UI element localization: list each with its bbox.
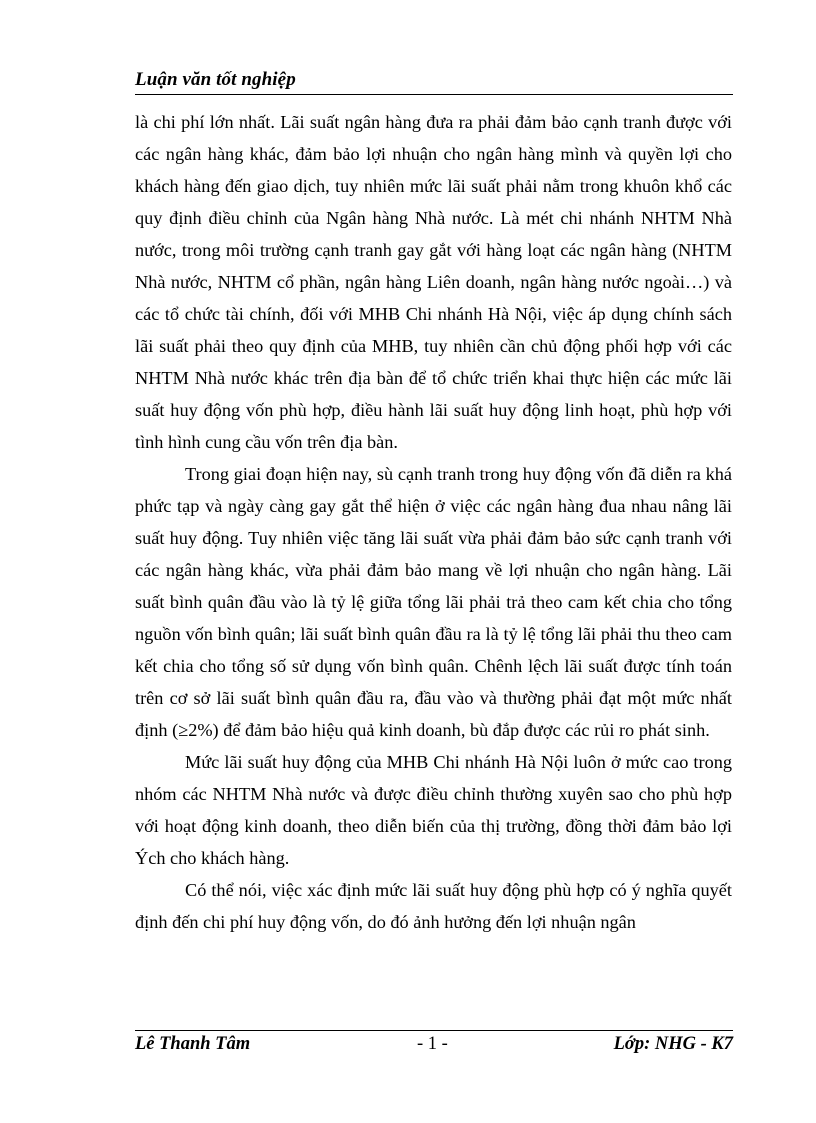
page-number: - 1 - [417, 1034, 448, 1054]
paragraph: Trong giai đoạn hiện nay, sù cạnh tranh trong huy động vốn đã diễn ra khá phức tạp và ngày càng gay gắt thể hiện ở việc các ngân hàng đua nhau nâng lãi suất huy động. Tuy nhiên việc tăng lãi suất vừa phải đảm bảo sức cạnh tranh với các ngân hàng khác, vừa phải đảm bảo mang về lợi nhuận cho ngân hàng. Lãi suất bình quân đầu vào là tỷ lệ giữa tổng lãi phải trả theo cam kết chia cho tổng nguồn vốn bình quân; lãi suất bình quân đầu ra là tỷ lệ tổng lãi phải thu theo cam kết chia cho tổng số sử dụng vốn bình quân. Chênh lệch lãi suất được tính toán trên cơ sở lãi suất bình quân đầu ra, đầu vào và thường phải đạt một mức nhất định (≥2%) để đảm bảo hiệu quả kinh doanh, bù đắp được các rủi ro phát sinh. [135, 464, 732, 740]
class-label: Lớp: NHG - K7 [613, 1034, 733, 1054]
document-title: Luận văn tốt nghiệp [135, 69, 296, 90]
paragraph: là chi phí lớn nhất. Lãi suất ngân hàng đưa ra phải đảm bảo cạnh tranh được với các ngân hàng khác, đảm bảo lợi nhuận cho ngân hàng mình và quyền lợi cho khách hàng đến giao dịch, tuy nhiên mức lãi suất phải nằm trong khuôn khổ các quy định điều chỉnh của Ngân hàng Nhà nước. Là mét chi nhánh NHTM Nhà nước, trong môi trường cạnh tranh gay gắt với hàng loạt các ngân hàng (NHTM Nhà nước, NHTM cổ phần, ngân hàng Liên doanh, ngân hàng nước ngoài…) và các tổ chức tài chính, đối với MHB Chi nhánh Hà Nội, việc áp dụng chính sách lãi suất phải theo quy định của MHB, tuy nhiên cần chủ động phối hợp với các NHTM Nhà nước khác trên địa bàn để tổ chức triển khai thực hiện các mức lãi suất huy động vốn phù hợp, điều hành lãi suất huy động linh hoạt, phù hợp với tình hình cung cầu vốn trên địa bàn. [135, 112, 732, 452]
body-text [135, 106, 732, 938]
paragraph: Mức lãi suất huy động của MHB Chi nhánh Hà Nội luôn ở mức cao trong nhóm các NHTM Nhà nước và được điều chỉnh thường xuyên sao cho phù hợp với hoạt động kinh doanh, theo diễn biến của thị trường, đồng thời đảm bảo lợi Ých cho khách hàng. [135, 752, 732, 868]
page-footer [135, 1030, 733, 1063]
author-name: Lê Thanh Tâm [135, 1034, 251, 1054]
paragraph: Có thể nói, việc xác định mức lãi suất huy động phù hợp có ý nghĩa quyết định đến chi phí huy động vốn, do đó ảnh hưởng đến lợi nhuận ngân [135, 880, 732, 932]
page-header [135, 66, 733, 95]
